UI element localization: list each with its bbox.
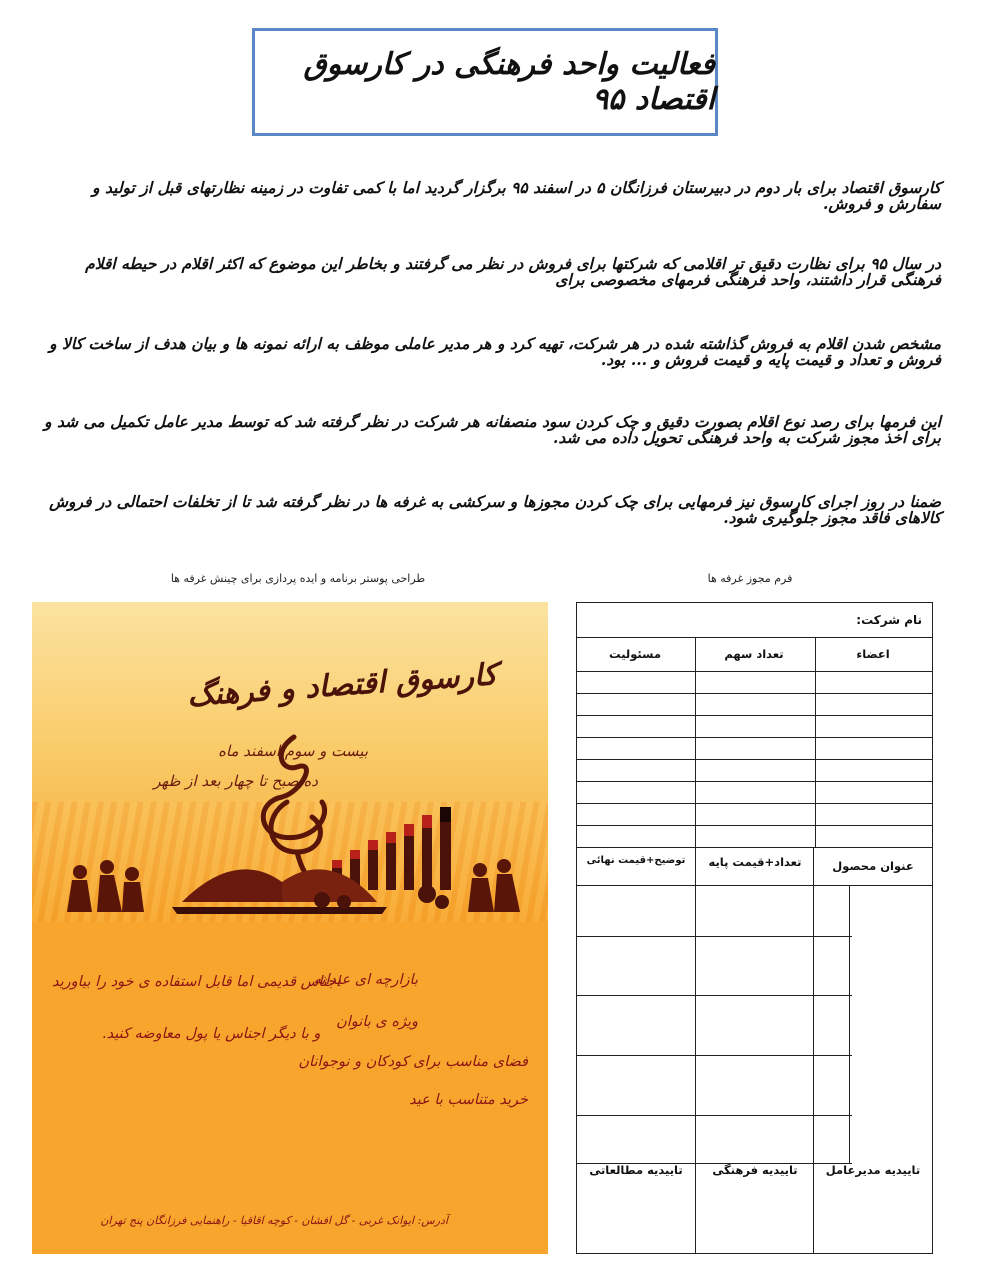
paragraph-3: مشخص شدن اقلام به فروش گذاشته شده در هر شرکت، تهیه کرد و هر مدیر عاملی موظف به ارائه نمونه ها و بیان هدف از ساخت کالا و فروش و تعداد و قیمت پایه و قیمت فروش و ... بود.: [49, 334, 941, 369]
poster-caption: طراحی پوستر برنامه و ایده پردازی برای چینش غرفه ها: [170, 572, 426, 585]
header-responsibility: مسئولیت: [609, 647, 661, 661]
poster-address: آدرس: ایوانک غربی - گل افشان - کوچه اقاقیا - راهنمایی فرزانگان پنج تهران: [100, 1214, 448, 1227]
header-shares: تعداد سهم: [724, 647, 784, 661]
poster-right-line-4: خرید متناسب با عید: [409, 1092, 528, 1108]
event-poster: [32, 602, 548, 1254]
poster-title: کارسوق اقتصاد و فرهنگ: [186, 657, 499, 714]
poster-right-line-3: فضای مناسب برای کودکان و نوجوانان: [298, 1054, 528, 1070]
poster-right-line-1: بازارچه ای عیدانه: [313, 972, 418, 988]
signature-research: تاییدیه مطالعاتی: [589, 1163, 683, 1177]
title-box: [252, 28, 718, 136]
header-product-title: عنوان محصول: [832, 859, 914, 873]
form-caption: فرم مجوز غرفه ها: [707, 572, 793, 585]
poster-left-line-2: و با دیگر اجناس یا پول معاوضه کنید.: [102, 1026, 321, 1042]
bar-graph-icon: [332, 807, 451, 890]
header-description-final-price: توضیح+قیمت نهائی: [586, 855, 686, 866]
paragraph-2: در سال ۹۵ برای نظارت دقیق تر اقلامی که شرکتها برای فروش در نظر می گرفتند و بخاطر این موضوع که اکثر اقلام در حیطه اقلام فرهنگی قرار داشتند، واحد فرهنگی فرمهای مخصوصی برای: [85, 254, 941, 289]
working-figures-right-icon: [468, 859, 520, 912]
signature-ceo: تاییدیه مدیرعامل: [825, 1163, 921, 1177]
poster-left-line-1: اجناس قدیمی اما قابل استفاده ی خود را بیاورید: [52, 974, 341, 990]
header-members: اعضاء: [856, 647, 890, 661]
booth-permit-form: [576, 602, 933, 1254]
paragraph-1: کارسوق اقتصاد برای بار دوم در دبیرستان فرزانگان ۵ در اسفند ۹۵ برگزار گردید اما با کمی تفاوت در زمینه نظارتهای قبل از تولید و سفارش و فروش.: [92, 178, 941, 213]
poster-date: بیست و سوم اسفند ماه: [218, 742, 368, 760]
page-title: فعالیت واحد فرهنگی در کارسوق اقتصاد ۹۵: [303, 47, 715, 117]
header-quantity-base-price: تعداد+قیمت پایه: [708, 855, 802, 869]
paragraph-4: این فرمها برای رصد نوع اقلام بصورت دقیق و چک کردن سود منصفانه هر شرکت در نظر گرفته شد که توسط مدیر عامل تکمیل می شد و برای اخذ مجوز شرکت به واحد فرهنگی تحویل داده می شد.: [44, 412, 941, 447]
poster-hours: ده صبح تا چهار بعد از ظهر: [153, 772, 318, 790]
signature-cultural: تاییدیه فرهنگی: [712, 1163, 798, 1177]
form-line: [577, 637, 932, 638]
company-name-label: نام شرکت:: [856, 613, 922, 627]
working-figures-left-icon: [67, 860, 144, 912]
poster-illustration: [32, 602, 548, 932]
poster-right-line-2: ویژه ی بانوان: [336, 1014, 418, 1030]
paragraph-5: ضمنا در روز اجرای کارسوق نیز فرمهایی برای چک کردن مجوزها و سرکشی به غرفه ها در نظر گرفته شد تا از تخلفات احتمالی در فروش کالاهای فاقد مجوز جلوگیری شود.: [49, 492, 941, 527]
